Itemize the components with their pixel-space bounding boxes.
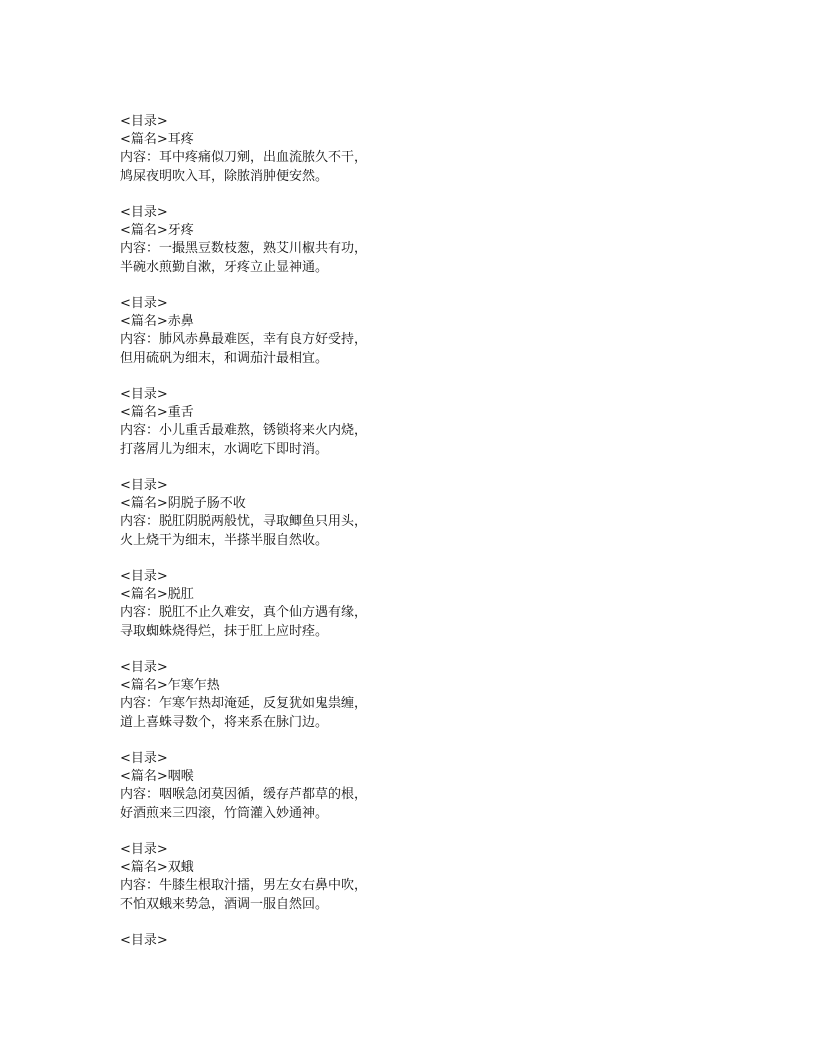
poem-entry <box>120 204 740 277</box>
entry-title: <篇名>牙疼 <box>120 223 194 239</box>
entry-title: <篇名>重舌 <box>120 405 194 421</box>
content-line: 内容：脱肛不止久难安，真个仙方遇有缘， <box>120 605 368 621</box>
toc-marker: <目录> <box>120 660 168 675</box>
document-page <box>120 113 740 950</box>
content-line: 内容：乍寒乍热却淹延，反复犹如鬼祟缠， <box>120 696 368 712</box>
content-line: 不怕双蛾来势急，酒调一服自然回。 <box>120 896 329 912</box>
entry-title: <篇名>咽喉 <box>120 769 194 785</box>
toc-marker: <目录> <box>120 205 168 220</box>
entry-title: <篇名>乍寒乍热 <box>120 678 220 694</box>
poem-entry <box>120 750 740 823</box>
content-line: 内容：一撮黑豆数枝葱，熟艾川椒共有功， <box>120 241 368 257</box>
content-line: 内容：小儿重舌最难熬，锈锁将来火内烧， <box>120 423 368 439</box>
toc-marker-trailing: <目录> <box>120 933 168 948</box>
content-line: 打落屑儿为细末，水调吃下即时消。 <box>120 441 329 457</box>
poem-entry <box>120 477 740 550</box>
toc-marker: <目录> <box>120 387 168 402</box>
poem-entry <box>120 113 740 186</box>
toc-marker: <目录> <box>120 569 168 584</box>
poem-entry <box>120 841 740 914</box>
poem-entry <box>120 568 740 641</box>
content-line: 但用硫矾为细末，和调茄汁最相宜。 <box>120 350 329 366</box>
toc-marker: <目录> <box>120 751 168 766</box>
poem-entry <box>120 659 740 732</box>
content-line: 内容：耳中疼痛似刀剜，出血流脓久不干， <box>120 150 368 166</box>
entry-title: <篇名>赤鼻 <box>120 314 194 330</box>
content-line: 内容：脱肛阴脱两般忧，寻取鲫鱼只用头， <box>120 514 368 530</box>
toc-marker: <目录> <box>120 478 168 493</box>
content-line: 鸠屎夜明吹入耳，除脓消肿便安然。 <box>120 168 329 184</box>
poem-entry <box>120 295 740 368</box>
content-line: 内容：咽喉急闭莫因循，缓存芦都草的根， <box>120 787 368 803</box>
content-line: 寻取蜘蛛烧得烂，抹于肛上应时痊。 <box>120 623 329 639</box>
toc-marker: <目录> <box>120 842 168 857</box>
content-line: 火上烧干为细末，半搽半服自然收。 <box>120 532 329 548</box>
content-line: 内容：肺风赤鼻最难医，幸有良方好受持， <box>120 332 368 348</box>
entry-title: <篇名>双蛾 <box>120 860 194 876</box>
entry-title: <篇名>耳疼 <box>120 132 194 148</box>
toc-marker: <目录> <box>120 114 168 129</box>
entry-title: <篇名>脱肛 <box>120 587 194 603</box>
content-line: 好酒煎来三四滚，竹筒灌入妙通神。 <box>120 805 329 821</box>
toc-marker: <目录> <box>120 296 168 311</box>
entry-title: <篇名>阴脱子肠不收 <box>120 496 246 512</box>
content-line: 内容：牛膝生根取汁擂，男左女右鼻中吹， <box>120 878 368 894</box>
content-line: 道上喜蛛寻数个，将来系在脉门边。 <box>120 714 329 730</box>
content-line: 半碗水煎勤自漱，牙疼立止显神通。 <box>120 259 329 275</box>
poem-entry <box>120 386 740 459</box>
